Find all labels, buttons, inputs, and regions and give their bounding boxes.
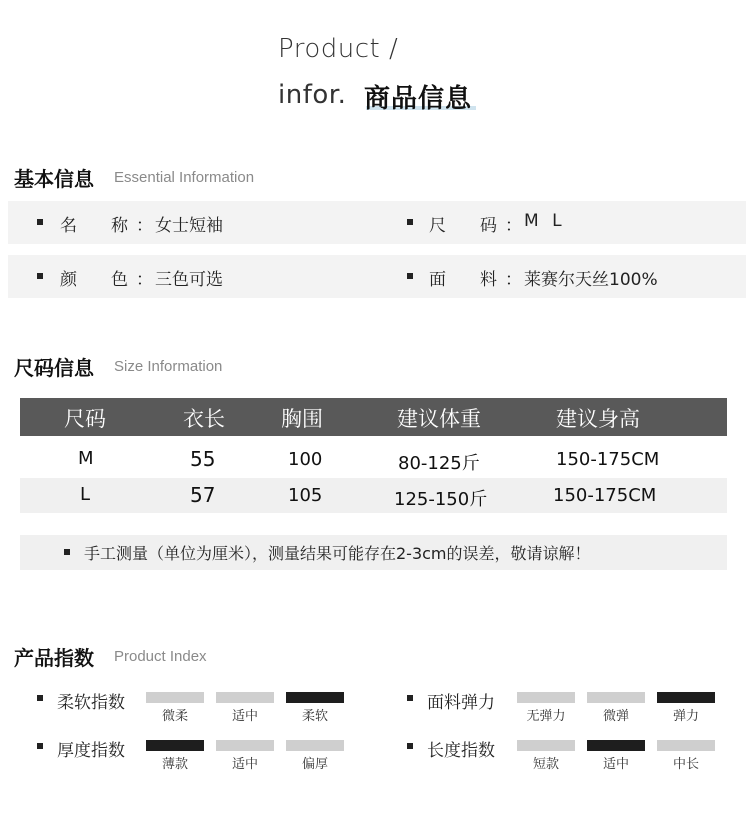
- info-sep: ：: [136, 216, 153, 236]
- bullet-icon: [37, 219, 43, 225]
- index-label: 柔软指数: [57, 693, 125, 713]
- info-value-fabric: 莱赛尔天丝100%: [524, 270, 658, 290]
- index-option-label: 柔软: [301, 709, 328, 724]
- index-option-label: 微弹: [602, 709, 629, 724]
- index-option-label: 适中: [231, 757, 258, 772]
- table-cell: 105: [288, 485, 323, 506]
- table-cell: 150-175CM: [556, 449, 660, 470]
- product-index-title: 产品指数: [14, 646, 94, 670]
- info-label-color: 颜 色: [60, 270, 128, 290]
- bullet-icon: [64, 549, 70, 555]
- table-cell: 100: [288, 449, 323, 470]
- bullet-icon: [37, 273, 43, 279]
- basic-info-title: 基本信息: [14, 167, 94, 191]
- table-cell: 125-150斤: [394, 489, 488, 510]
- bullet-icon: [37, 743, 43, 749]
- index-label: 长度指数: [427, 741, 495, 761]
- index-bar: [517, 740, 575, 751]
- measurement-note: 手工测量（单位为厘米），测量结果可能存在2-3cm的误差，敬请谅解！: [84, 544, 591, 563]
- index-option-label: 无弹力: [526, 709, 566, 724]
- index-option-label: 偏厚: [301, 757, 328, 772]
- index-option-label: 适中: [231, 709, 258, 724]
- index-bar: [657, 740, 715, 751]
- size-info-subtitle: Size Information: [114, 358, 223, 375]
- info-sep: ：: [505, 270, 522, 290]
- bullet-icon: [37, 695, 43, 701]
- index-bar: [216, 740, 274, 751]
- table-cell: 80-125斤: [398, 453, 480, 474]
- th-bust: 胸围: [281, 407, 323, 431]
- info-value-name: 女士短袖: [155, 216, 223, 236]
- index-bar-selected: [146, 740, 204, 751]
- th-length: 衣长: [183, 407, 225, 431]
- th-weight: 建议体重: [397, 407, 481, 431]
- index-option-label: 微柔: [161, 709, 188, 724]
- info-sep: ：: [505, 216, 522, 236]
- header-product: Product /: [278, 34, 399, 64]
- index-bar: [216, 692, 274, 703]
- info-value-color: 三色可选: [155, 270, 223, 290]
- bullet-icon: [407, 695, 413, 701]
- header-infor: infor.: [278, 80, 347, 110]
- info-label-size: 尺 码: [429, 216, 497, 236]
- index-option-label: 短款: [532, 757, 559, 772]
- info-label-name: 名 称: [60, 216, 128, 236]
- index-bar-selected: [657, 692, 715, 703]
- table-cell: L: [80, 484, 91, 505]
- info-sep: ：: [136, 270, 153, 290]
- index-option-label: 中长: [672, 757, 699, 772]
- bullet-icon: [407, 743, 413, 749]
- table-cell: 57: [190, 483, 216, 507]
- page-title: 商品信息: [364, 84, 473, 114]
- table-cell: 55: [190, 447, 216, 471]
- index-bar: [146, 692, 204, 703]
- index-bar: [517, 692, 575, 703]
- index-option-label: 薄款: [161, 757, 188, 772]
- index-bar-selected: [286, 692, 344, 703]
- table-cell: M: [78, 448, 94, 469]
- index-bar: [587, 692, 645, 703]
- product-index-subtitle: Product Index: [114, 648, 207, 665]
- index-option-label: 弹力: [672, 709, 699, 724]
- index-bar: [286, 740, 344, 751]
- size-info-title: 尺码信息: [14, 356, 94, 380]
- bullet-icon: [407, 219, 413, 225]
- th-size: 尺码: [64, 407, 106, 431]
- info-value-size: M L: [524, 211, 566, 231]
- index-label: 厚度指数: [57, 741, 125, 761]
- index-label: 面料弹力: [427, 693, 495, 713]
- th-height: 建议身高: [556, 407, 640, 431]
- index-option-label: 适中: [602, 757, 629, 772]
- bullet-icon: [407, 273, 413, 279]
- info-label-fabric: 面 料: [429, 270, 497, 290]
- table-cell: 150-175CM: [553, 485, 657, 506]
- index-bar-selected: [587, 740, 645, 751]
- basic-info-subtitle: Essential Information: [114, 169, 255, 186]
